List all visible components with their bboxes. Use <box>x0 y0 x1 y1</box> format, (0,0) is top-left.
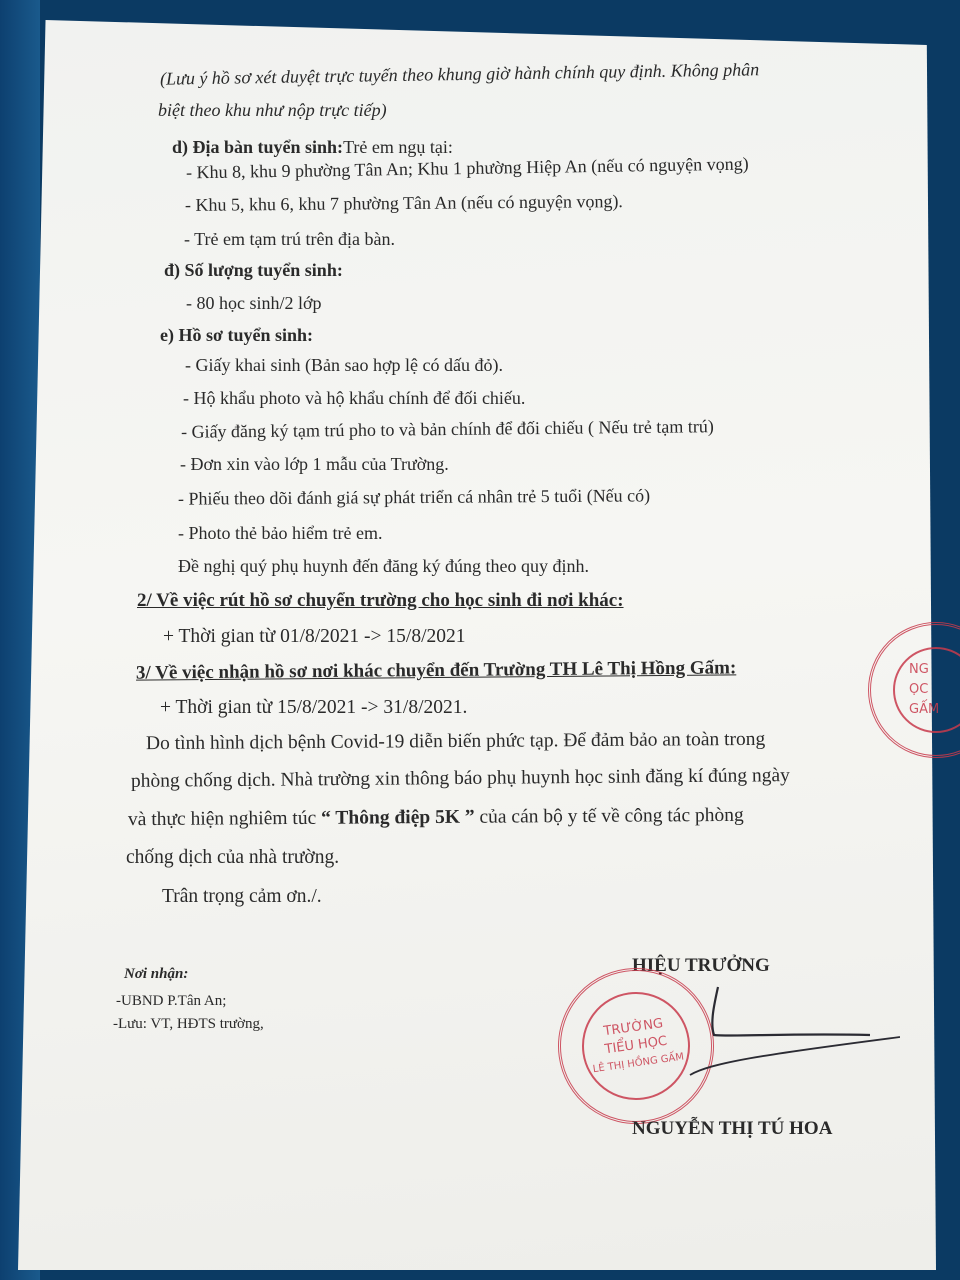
list-item: - Giấy đăng ký tạm trú pho to và bản chính để đối chiếu ( Nếu trẻ tạm trú) <box>180 416 714 442</box>
recipient-item: -UBND P.Tân An; <box>116 993 227 1009</box>
list-item: - Giấy khai sinh (Bản sao hợp lệ có dấu đỏ). <box>185 355 503 375</box>
stamp-text: NG <box>909 662 929 677</box>
list-item: - Photo thẻ bảo hiểm trẻ em. <box>178 523 383 543</box>
stamp-inner-ring <box>893 647 960 733</box>
section-2-heading: 2/ Về việc rút hồ sơ chuyển trường cho học sinh đi nơi khác: <box>137 590 624 611</box>
section-e-heading: e) Hồ sơ tuyển sinh: <box>160 325 313 345</box>
section-2-time: + Thời gian từ 01/8/2021 -> 15/8/2021 <box>163 626 466 647</box>
paragraph-part: của cán bộ y tế về công tác phòng <box>474 804 744 828</box>
paragraph-line <box>128 805 744 831</box>
signer-name: NGUYỄN THỊ TÚ HOA <box>632 1118 833 1139</box>
message-5k: “ Thông điệp 5K ” <box>320 806 475 829</box>
section-dd-heading: đ) Số lượng tuyển sinh: <box>164 260 343 280</box>
paragraph-line: phòng chống dịch. Nhà trường xin thông báo phụ huynh học sinh đăng kí đúng ngày <box>130 765 790 792</box>
list-item: - Phiếu theo dõi đánh giá sự phát triển cá nhân trẻ 5 tuổi (Nếu có) <box>177 485 651 509</box>
thanks-text: Trân trọng cảm ơn./. <box>162 886 322 907</box>
note-line-2: biệt theo khu như nộp trực tiếp) <box>158 100 387 120</box>
paragraph-part: và thực hiện nghiêm túc <box>127 807 322 831</box>
recipient-item: -Lưu: VT, HĐTS trường, <box>113 1016 264 1032</box>
note-line-1: (Lưu ý hồ sơ xét duyệt trực tuyến theo khung giờ hành chính quy định. Không phân <box>159 59 760 89</box>
list-item: - 80 học sinh/2 lớp <box>186 293 322 313</box>
section-3-time: + Thời gian từ 15/8/2021 -> 31/8/2021. <box>160 697 468 718</box>
list-item: - Khu 8, khu 9 phường Tân An; Khu 1 phường Hiệp An (nếu có nguyện vọng) <box>185 153 749 183</box>
paragraph-line: chống dịch của nhà trường. <box>126 847 340 868</box>
section-d-heading <box>172 136 453 158</box>
list-item: - Hộ khẩu photo và hộ khẩu chính để đối chiếu. <box>183 388 526 408</box>
section-d-label: d) Địa bàn tuyển sinh: <box>172 137 344 157</box>
stamp-text: GẤM <box>909 702 940 717</box>
signer-title: HIỆU TRƯỞNG <box>632 955 770 976</box>
stamp-text: LÊ THỊ HỒNG GẤM <box>592 1051 685 1076</box>
section-3-heading: 3/ Về việc nhận hồ sơ nơi khác chuyển đến Trường TH Lê Thị Hồng Gấm: <box>135 657 737 684</box>
request-text: Đề nghị quý phụ huynh đến đăng ký đúng theo quy định. <box>178 556 589 576</box>
recipients-label: Nơi nhận: <box>124 966 189 982</box>
stamp-text: TIỂU HỌC <box>603 1033 669 1058</box>
list-item: - Khu 5, khu 6, khu 7 phường Tân An (nếu có nguyện vọng). <box>184 191 623 215</box>
signature-mark <box>670 975 900 1105</box>
stamp-text: ỌC <box>909 682 929 697</box>
stamp-text: TRƯỜNG <box>602 1016 665 1040</box>
list-item: - Trẻ em tạm trú trên địa bàn. <box>184 229 395 249</box>
paragraph-line: Do tình hình dịch bệnh Covid-19 diễn biến phức tạp. Để đảm bảo an toàn trong <box>145 728 766 755</box>
list-item: - Đơn xin vào lớp 1 mẫu của Trường. <box>180 454 449 474</box>
section-d-rest: Trẻ em ngụ tại: <box>343 137 453 157</box>
